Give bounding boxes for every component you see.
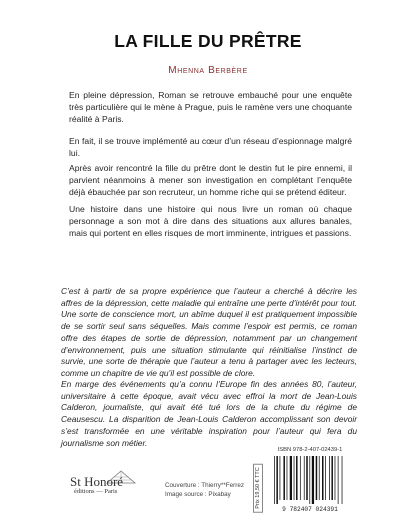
barcode-bar (287, 456, 288, 500)
cover-credits (165, 481, 244, 499)
author-name: Mhenna Berbère (168, 65, 248, 76)
barcode-bar (316, 456, 318, 500)
barcode-bar (309, 456, 310, 504)
isbn-text: ISBN 978-2-407-02439-1 (277, 447, 343, 453)
book-title: LA FILLE DU PRÊTRE (114, 31, 302, 51)
summary-paragraph: Après avoir rencontré la fille du prêtre dont le destin fut le pire ennemi, il parvient néanmoins à mener son investigation en complétant l’enquête déjà ébauchée par son recruteur, un homme riche qui se prétend éditeur. (69, 163, 352, 198)
barcode-bar (300, 456, 301, 500)
barcode-bar (304, 456, 305, 500)
barcode-bar (329, 456, 330, 500)
summary-paragraph: En fait, il se trouve implémenté au cœur d’un réseau d’espionnage malgré lui. (69, 136, 352, 159)
about-paragraph: C’est à partir de sa propre expérience que l’auteur a cherché à décrire les affres de la dépression, cette maladie qui entraîne une perte d’intérêt pour tout. Une sorte de conscience mort, un abîme duquel il est pratiquement impossible de se sortir seul sans séquelles. Mais comme l’espoir est permis, ce roman offre des étapes de sortie de dépression, notamment par un changement d’environnement, puis une situation stimulante qui réinitialise l’instinct de survie, une sorte de thérapie que l’auteur a tenu à partager avec les lecteurs, comme un chapitre de vie qu’il est possible de clore. (61, 286, 357, 378)
barcode-bar (322, 456, 324, 500)
barcode-bar (338, 456, 339, 504)
price-text: Prix 19,50 € TTC (253, 463, 263, 512)
barcode-bar (342, 456, 343, 504)
barcode-bar (283, 456, 285, 500)
about-paragraph: En marge des événements qu’a connu l’Europe fin des années 80, l’auteur, universitaire à cette époque, avait vécu avec effroi la mort de Jean-Louis Calderon, journaliste, qui avait été tué lors de la chute du régime de Ceausescu. La disparition de Jean-Louis Calderon accomplissant son devoir s’est transformée en une véritable inspiration pour l’auteur qui fera du journalisme son métier. (61, 379, 357, 448)
barcode-bar (325, 456, 326, 500)
summary-paragraph: En pleine dépression, Roman se retrouve embauché pour une enquête très particulière qui le mène à Prague, puis le ramène vers une choquante réalité à Paris. (69, 90, 352, 125)
barcode (268, 456, 352, 514)
cover-credit: Couverture : Thierry**Ferrez (165, 482, 244, 489)
barcode-bar (294, 456, 295, 500)
barcode-bar (276, 456, 278, 504)
barcode-bar (331, 456, 333, 500)
price-label (254, 460, 262, 515)
barcode-bars (274, 456, 342, 504)
publisher-logo (70, 475, 142, 496)
barcode-bar (319, 456, 320, 500)
publisher-name: St Honoré (70, 474, 124, 489)
barcode-bar (274, 456, 275, 504)
summary-paragraph: Une histoire dans une histoire qui nous livre un roman où chaque personnage a son mot à dire dans des situations aux allures banales, mais qui portent en elles risques de mort imminente, intrigues et passions. (69, 204, 352, 239)
image-credit: Image source : Pixabay (165, 491, 231, 498)
publisher-city: éditions — Paris (74, 488, 118, 495)
barcode-bar (296, 456, 298, 500)
barcode-bar (312, 456, 314, 504)
barcode-bar (290, 456, 292, 500)
barcode-bar (306, 456, 308, 500)
barcode-bar (280, 456, 281, 500)
barcode-bar (335, 456, 336, 500)
barcode-digits: 9 782407 024391 (282, 506, 338, 513)
